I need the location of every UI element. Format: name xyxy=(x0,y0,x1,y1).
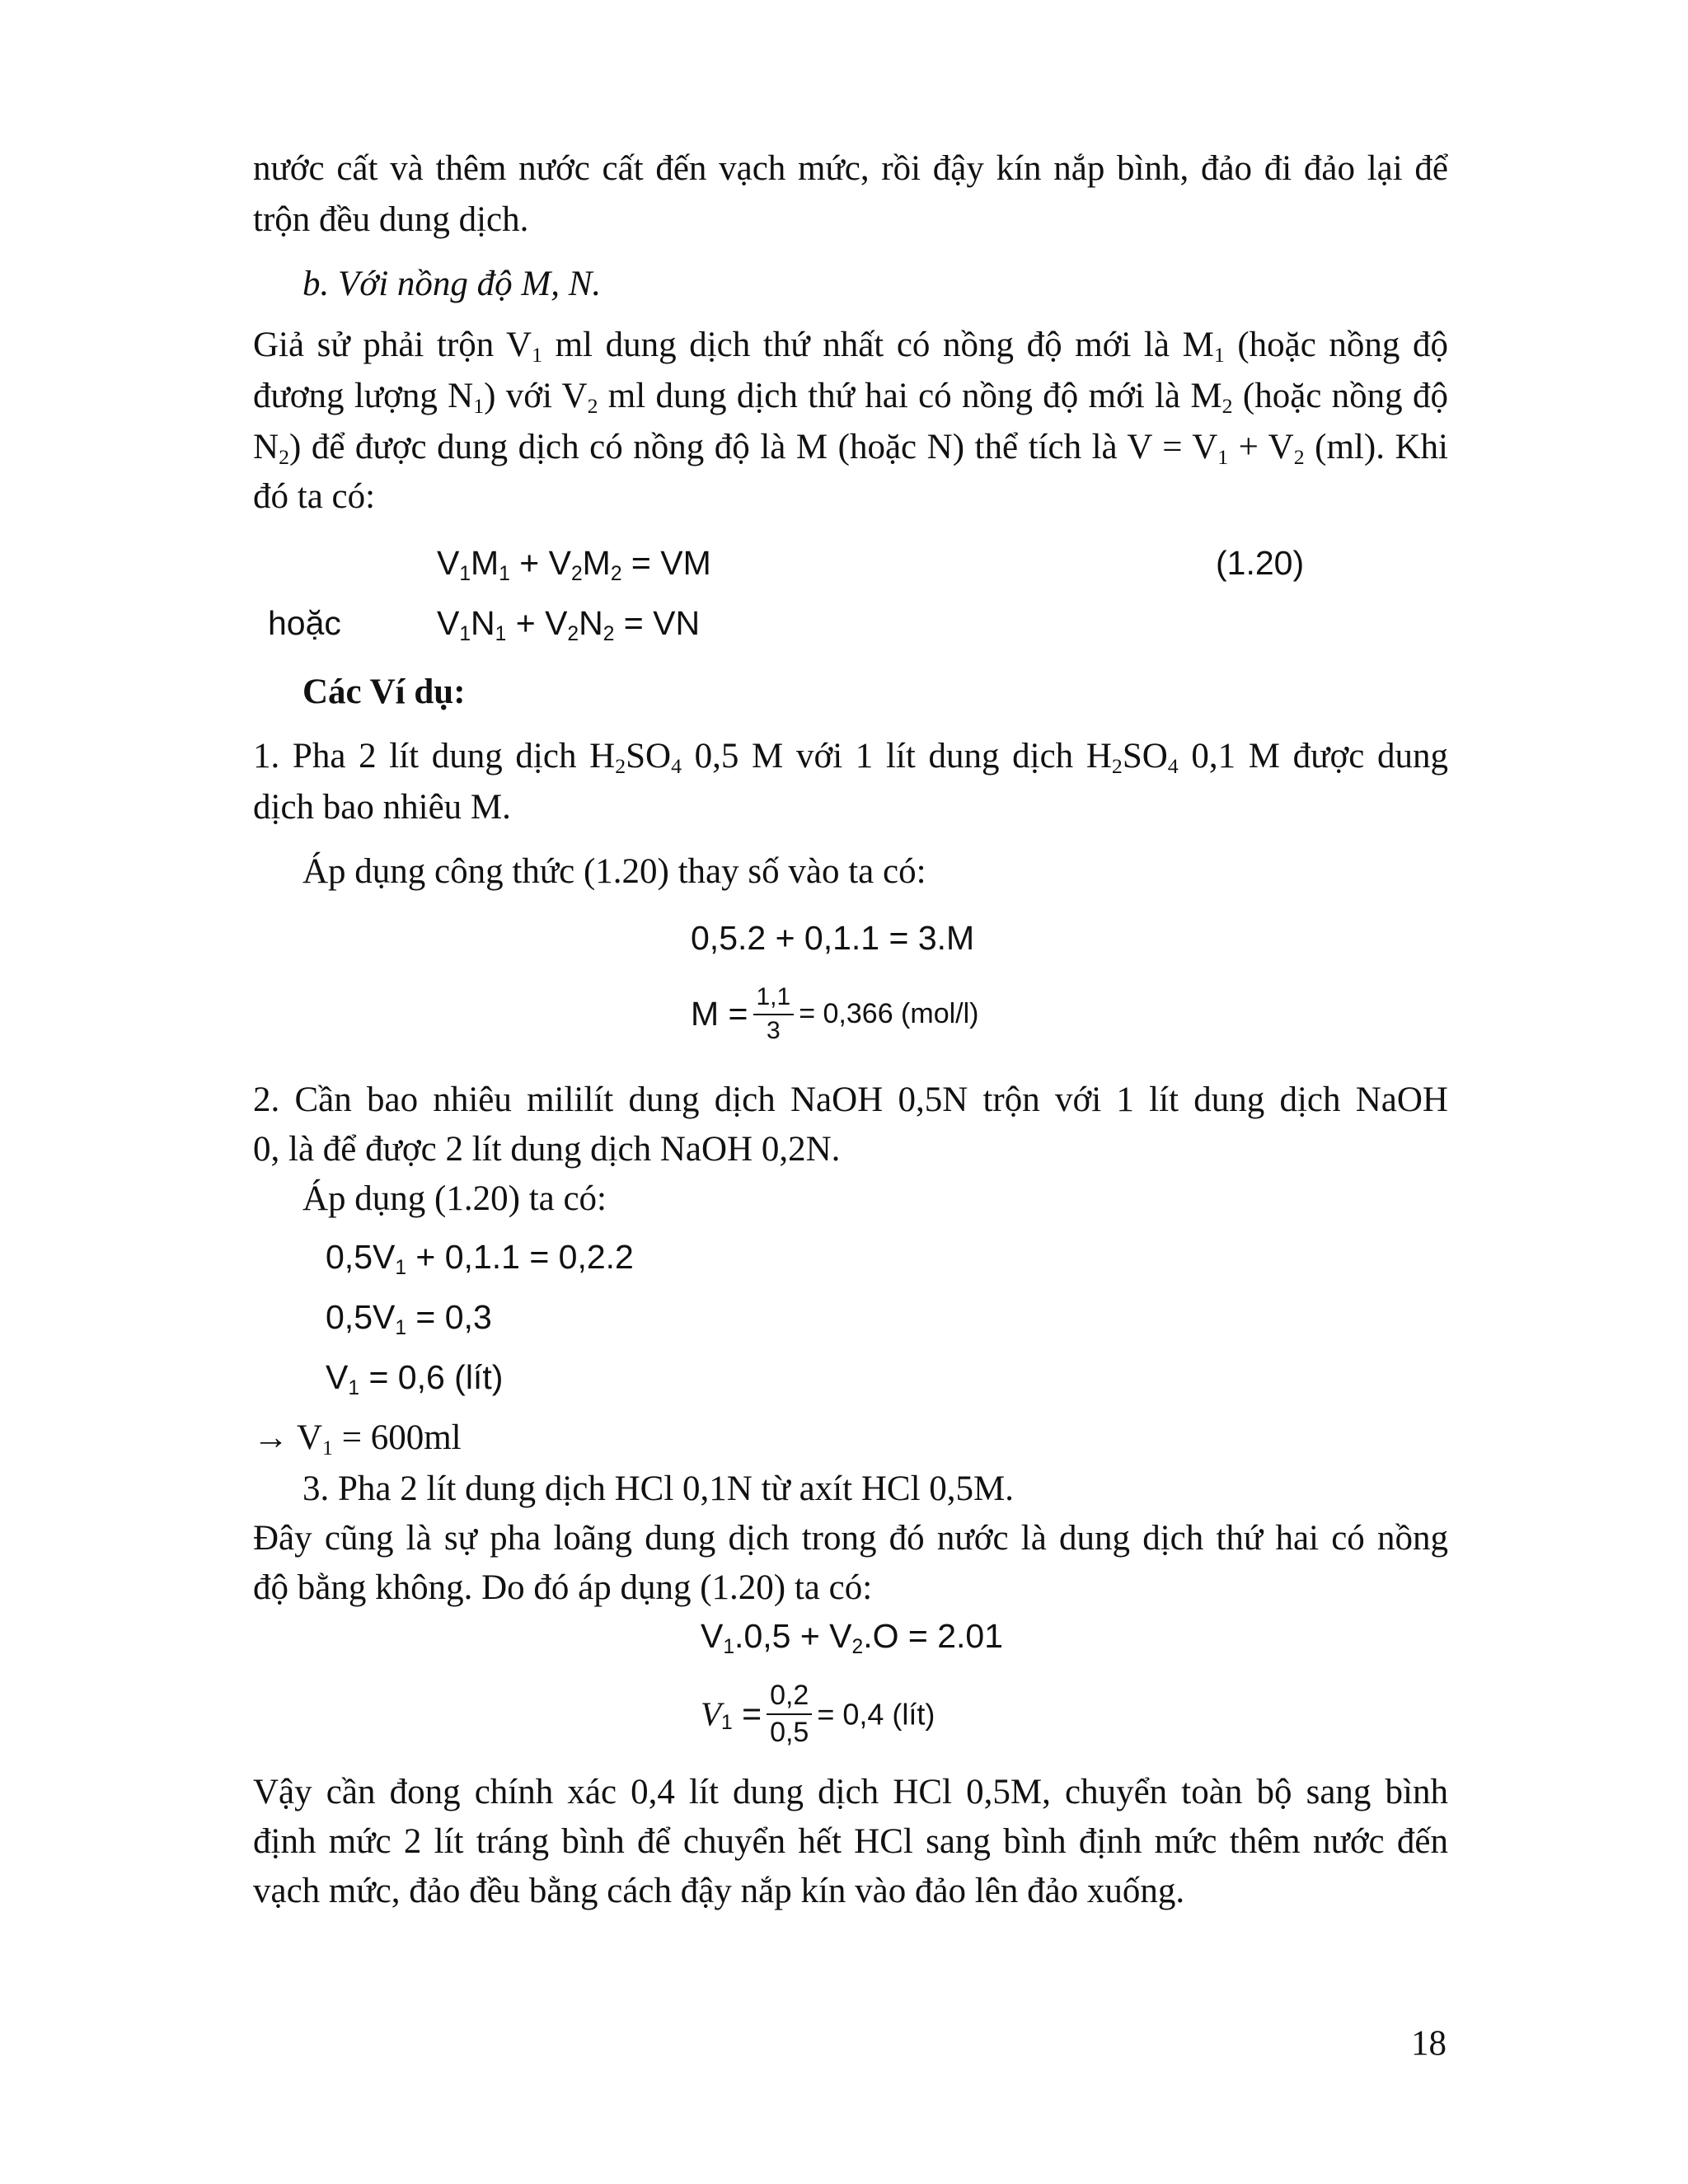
text-line: Áp dụng công thức (1.20) thay số vào ta có: xyxy=(302,852,926,891)
text-line: $N_2$) để được dung dịch có nồng độ là M (hoặc N) thể tích là $V = V_1 + V_2$ (ml). Khi xyxy=(253,428,1448,470)
text-line: vạch mức, đảo đều bằng cách đậy nắp kín vào đảo lên đảo xuống. xyxy=(253,1872,1185,1910)
examples-heading: Các Ví dụ: xyxy=(302,673,466,711)
example2-equation-1: $0,5V_1 + 0,1.1 = 0,2.2$ xyxy=(326,1238,634,1279)
text-line: định mức 2 lít tráng bình để chuyển hết HCl sang bình định mức thêm nước đến xyxy=(253,1822,1448,1861)
fraction: $\frac{1,1}{3}$ xyxy=(753,983,795,1045)
example1-solution: M = $\frac{1,1}{3}$ = 0,366 (mol/l) xyxy=(691,983,979,1044)
example3-equation: $V_1.0,5 + V_2.O = 2.01$ xyxy=(701,1617,1004,1658)
text-line: Áp dụng (1.20) ta có: xyxy=(302,1179,607,1218)
equation-prefix: hoặc xyxy=(268,604,341,642)
equation-number: (1.20) xyxy=(1216,544,1305,582)
example2-equation-3: $V_1 = 0,6$ (lít) xyxy=(326,1358,504,1399)
text-line: 3. Pha 2 lít dung dịch HCl 0,1N từ axít HCl 0,5M. xyxy=(302,1469,1015,1508)
example2-result: → $V_1 = 600ml$ xyxy=(253,1418,462,1460)
text-line: đương lượng $N_1$) với $V_2$ ml dung dịch thứ hai có nồng độ mới là $M_2$ (hoặc nồng độ xyxy=(253,377,1449,419)
example1-equation: 0,5.2 + 0,1.1 = 3.M xyxy=(691,919,975,957)
text-line: 0, là để được 2 lít dung dịch NaOH 0,2N. xyxy=(253,1130,841,1169)
example3-solution: $V_1$ = $\frac{0,2}{0,5}$ = 0,4 (lít) xyxy=(701,1680,935,1749)
text-line: 1. Pha 2 lít dung dịch $H_2SO_4$ 0,5 M với 1 lít dung dịch $H_2SO_4$ 0,1 M được dung xyxy=(253,737,1448,779)
text-line: đó ta có: xyxy=(253,477,376,516)
text-line: dịch bao nhiêu M. xyxy=(253,788,511,827)
fraction: $\frac{0,2}{0,5}$ xyxy=(767,1680,812,1749)
text-line: độ bằng không. Do đó áp dụng (1.20) ta có: xyxy=(253,1568,873,1607)
text-line: Đây cũng là sự pha loãng dung dịch trong đó nước là dung dịch thứ hai có nồng xyxy=(253,1519,1448,1558)
text-line: Vậy cần đong chính xác 0,4 lít dung dịch HCl 0,5M, chuyển toàn bộ sang bình xyxy=(253,1773,1448,1811)
section-heading: b. Với nồng độ M, N. xyxy=(302,265,602,303)
page-number: 18 xyxy=(1411,2024,1447,2063)
text-line: Giả sử phải trộn $V_1$ ml dung dịch thứ nhất có nồng độ mới là $M_1$ (hoặc nồng độ xyxy=(253,326,1449,368)
equation-1-20: $V_1M_1 + V_2M_2$ = VM xyxy=(437,544,711,585)
text-line: trộn đều dung dịch. xyxy=(253,200,529,239)
text-line: 2. Cần bao nhiêu mililít dung dịch NaOH 0,5N trộn với 1 lít dung dịch NaOH xyxy=(253,1080,1448,1119)
text-line: nước cất và thêm nước cất đến vạch mức, rồi đậy kín nắp bình, đảo đi đảo lại để xyxy=(253,149,1448,188)
example2-equation-2: $0,5V_1 = 0,3$ xyxy=(326,1298,492,1339)
equation-alt: $V_1N_1 + V_2N_2$ = VN xyxy=(437,604,701,645)
